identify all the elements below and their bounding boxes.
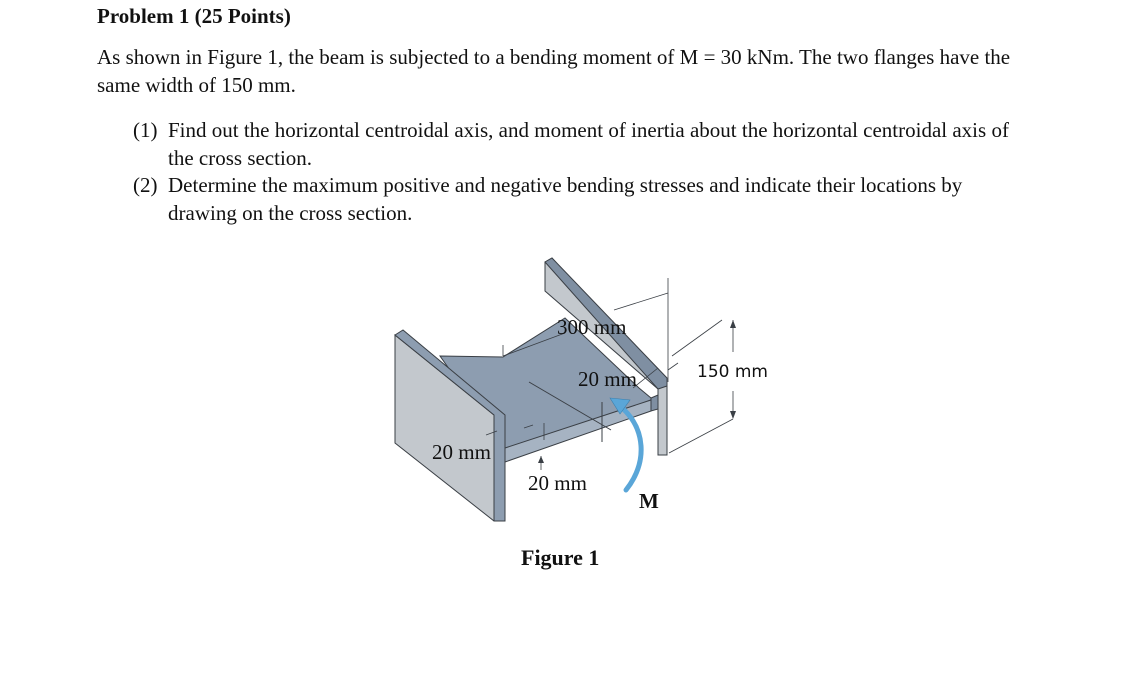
arrowhead (730, 320, 736, 328)
dim-label-20mm-left: 20 mm (432, 440, 491, 464)
dim-line-20-web (668, 363, 678, 370)
dim-label-20mm-web: 20 mm (578, 367, 637, 391)
problem-intro: As shown in Figure 1, the beam is subjected to a bending moment of M = 30 kNm. The two flanges have the same width of 150 mm. (97, 45, 1011, 97)
question-text: Find out the horizontal centroidal axis, and moment of inertia about the horizontal centroidal axis of the cross section. (168, 118, 1009, 170)
dim-label-300mm: 300 mm (557, 315, 627, 339)
dim-line-300 (614, 293, 668, 310)
dim-line-150 (672, 320, 722, 356)
dim-label-20mm-bottom: 20 mm (528, 471, 587, 495)
web-right-edge (651, 395, 658, 411)
arrowhead (730, 411, 736, 419)
question-text: Determine the maximum positive and negative bending stresses and indicate their locations by drawing on the cross section. (168, 173, 963, 225)
moment-label: M (639, 489, 659, 513)
dim-label-150mm: 150 mm (697, 362, 768, 382)
question-number: (2) (133, 173, 158, 197)
problem-title: Problem 1 (25 Points) (97, 4, 291, 28)
question-number: (1) (133, 118, 158, 142)
figure-caption: Figure 1 (521, 545, 600, 570)
arrowhead (538, 456, 544, 463)
dim-line-150 (669, 419, 733, 453)
